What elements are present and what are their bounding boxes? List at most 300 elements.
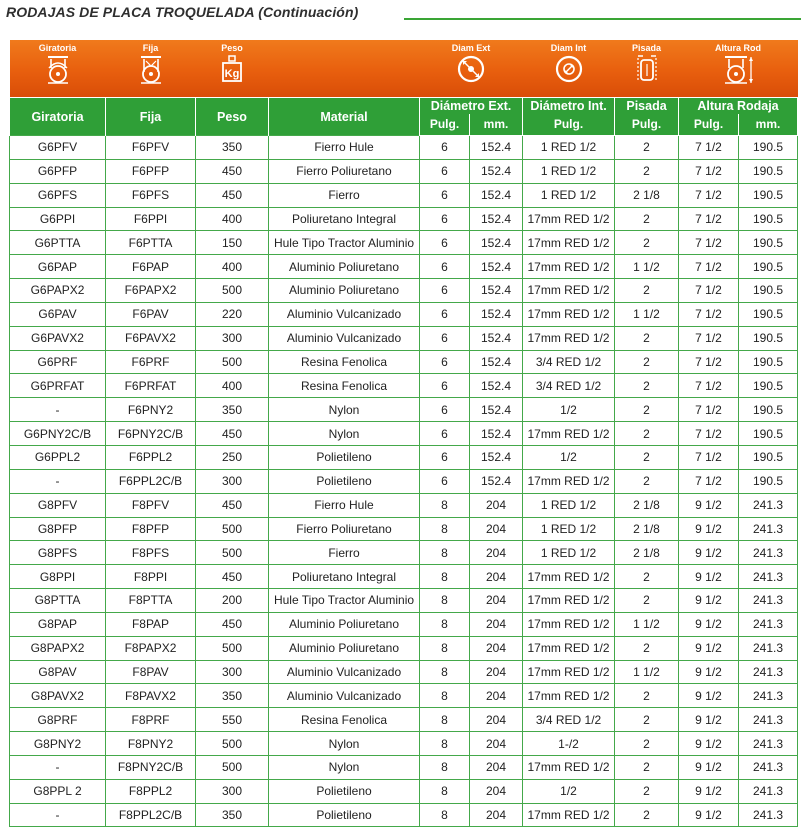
diam-int-cell: 17mm RED 1/2	[523, 565, 615, 589]
altura-pulg-cell: 7 1/2	[679, 374, 739, 398]
peso-cell: 220	[196, 302, 269, 326]
giratoria-cell: G6PAPX2	[10, 279, 106, 303]
diam-int-cell: 1/2	[523, 398, 615, 422]
diam-ext-pulg-cell: 8	[420, 612, 470, 636]
giratoria-cell: G8PFV	[10, 493, 106, 517]
altura-pulg-cell: 9 1/2	[679, 493, 739, 517]
altura-mm-cell: 241.3	[739, 755, 798, 779]
altura-pulg-cell: 7 1/2	[679, 136, 739, 160]
subheader-ext-pulg: Pulg.	[420, 114, 470, 136]
altura-mm-cell: 241.3	[739, 708, 798, 732]
altura-pulg-cell: 9 1/2	[679, 708, 739, 732]
altura-mm-cell: 241.3	[739, 589, 798, 613]
diam-int-cell: 17mm RED 1/2	[523, 803, 615, 827]
table-row	[10, 612, 798, 636]
rigid-caster-icon	[139, 54, 163, 84]
icon-cell-material	[269, 40, 420, 98]
diam-ext-pulg-cell: 8	[420, 493, 470, 517]
diam-ext-pulg-cell: 6	[420, 374, 470, 398]
fija-cell: F6PNY2C/B	[106, 422, 196, 446]
diam-int-cell: 17mm RED 1/2	[523, 684, 615, 708]
diam-ext-pulg-cell: 8	[420, 660, 470, 684]
subheader-ext-mm: mm.	[470, 114, 523, 136]
diam-ext-mm-cell: 152.4	[470, 279, 523, 303]
giratoria-cell: G6PNY2C/B	[10, 422, 106, 446]
diam-int-cell: 17mm RED 1/2	[523, 422, 615, 446]
peso-cell: 500	[196, 541, 269, 565]
giratoria-cell: G6PPI	[10, 207, 106, 231]
table-row	[10, 803, 798, 827]
table-row	[10, 684, 798, 708]
table-row	[10, 589, 798, 613]
fija-cell: F6PNY2	[106, 398, 196, 422]
diam-ext-pulg-cell: 8	[420, 708, 470, 732]
pisada-cell: 2 1/8	[615, 493, 679, 517]
diam-ext-pulg-cell: 6	[420, 183, 470, 207]
diam-int-cell: 3/4 RED 1/2	[523, 350, 615, 374]
diam-ext-mm-cell: 204	[470, 708, 523, 732]
pisada-cell: 2	[615, 159, 679, 183]
giratoria-cell: G8PAP	[10, 612, 106, 636]
icon-label-pisada: Pisada	[632, 43, 662, 53]
table-row	[10, 779, 798, 803]
peso-cell: 350	[196, 684, 269, 708]
altura-pulg-cell: 7 1/2	[679, 445, 739, 469]
table-row	[10, 517, 798, 541]
giratoria-cell: G6PAVX2	[10, 326, 106, 350]
icon-cell-pisada	[615, 40, 679, 98]
altura-mm-cell: 241.3	[739, 517, 798, 541]
pisada-cell: 2	[615, 374, 679, 398]
pisada-cell: 2	[615, 708, 679, 732]
diam-ext-mm-cell: 152.4	[470, 231, 523, 255]
header-fija: Fija	[106, 98, 196, 136]
altura-mm-cell: 241.3	[739, 565, 798, 589]
altura-pulg-cell: 9 1/2	[679, 755, 739, 779]
altura-pulg-cell: 9 1/2	[679, 684, 739, 708]
caster-height-icon	[721, 54, 755, 84]
table-row	[10, 469, 798, 493]
pisada-cell: 2	[615, 398, 679, 422]
diam-int-cell: 17mm RED 1/2	[523, 326, 615, 350]
header-giratoria: Giratoria	[10, 98, 106, 136]
diam-ext-mm-cell: 204	[470, 493, 523, 517]
giratoria-cell: -	[10, 803, 106, 827]
tread-width-icon	[635, 54, 659, 84]
altura-mm-cell: 190.5	[739, 183, 798, 207]
fija-cell: F8PFS	[106, 541, 196, 565]
diam-ext-mm-cell: 152.4	[470, 445, 523, 469]
altura-mm-cell: 241.3	[739, 541, 798, 565]
diam-ext-mm-cell: 152.4	[470, 398, 523, 422]
altura-mm-cell: 241.3	[739, 803, 798, 827]
material-cell: Resina Fenolica	[269, 350, 420, 374]
icon-cell-diam-int	[523, 40, 615, 98]
peso-cell: 350	[196, 136, 269, 160]
page-title: RODAJAS DE PLACA TROQUELADA (Continuación)	[6, 4, 359, 20]
giratoria-cell: G8PFP	[10, 517, 106, 541]
fija-cell: F6PRF	[106, 350, 196, 374]
diam-ext-pulg-cell: 8	[420, 541, 470, 565]
peso-cell: 500	[196, 732, 269, 756]
diam-ext-mm-cell: 204	[470, 660, 523, 684]
table-row	[10, 541, 798, 565]
icon-label-diam-ext: Diam Ext	[451, 43, 491, 53]
pisada-cell: 1 1/2	[615, 660, 679, 684]
peso-cell: 150	[196, 231, 269, 255]
diam-ext-pulg-cell: 6	[420, 279, 470, 303]
altura-pulg-cell: 7 1/2	[679, 469, 739, 493]
altura-mm-cell: 190.5	[739, 159, 798, 183]
icon-label-peso: Peso	[221, 43, 243, 53]
diam-int-cell: 17mm RED 1/2	[523, 612, 615, 636]
altura-pulg-cell: 7 1/2	[679, 326, 739, 350]
peso-cell: 450	[196, 493, 269, 517]
peso-cell: 500	[196, 517, 269, 541]
subheader-alt-mm: mm.	[739, 114, 798, 136]
material-cell: Aluminio Vulcanizado	[269, 684, 420, 708]
diam-int-cell: 1 RED 1/2	[523, 517, 615, 541]
material-cell: Nylon	[269, 755, 420, 779]
material-cell: Poliuretano Integral	[269, 565, 420, 589]
material-cell: Hule Tipo Tractor Aluminio	[269, 589, 420, 613]
altura-pulg-cell: 7 1/2	[679, 183, 739, 207]
diam-int-cell: 17mm RED 1/2	[523, 589, 615, 613]
altura-pulg-cell: 9 1/2	[679, 636, 739, 660]
diam-int-cell: 17mm RED 1/2	[523, 279, 615, 303]
fija-cell: F6PAV	[106, 302, 196, 326]
giratoria-cell: G6PAP	[10, 255, 106, 279]
diam-ext-mm-cell: 152.4	[470, 350, 523, 374]
pisada-cell: 2	[615, 636, 679, 660]
peso-cell: 300	[196, 469, 269, 493]
altura-mm-cell: 190.5	[739, 302, 798, 326]
peso-cell: 500	[196, 755, 269, 779]
pisada-cell: 2 1/8	[615, 541, 679, 565]
altura-mm-cell: 190.5	[739, 231, 798, 255]
altura-mm-cell: 190.5	[739, 279, 798, 303]
peso-cell: 300	[196, 326, 269, 350]
diam-ext-pulg-cell: 8	[420, 684, 470, 708]
inner-diameter-icon	[554, 54, 584, 84]
diam-int-cell: 17mm RED 1/2	[523, 255, 615, 279]
diam-int-cell: 17mm RED 1/2	[523, 207, 615, 231]
peso-cell: 500	[196, 350, 269, 374]
giratoria-cell: G6PRF	[10, 350, 106, 374]
fija-cell: F8PNY2	[106, 732, 196, 756]
diam-ext-pulg-cell: 6	[420, 422, 470, 446]
altura-mm-cell: 190.5	[739, 326, 798, 350]
title-underline	[404, 18, 801, 20]
pisada-cell: 1 1/2	[615, 255, 679, 279]
pisada-cell: 2 1/8	[615, 183, 679, 207]
table-row	[10, 326, 798, 350]
pisada-cell: 2	[615, 755, 679, 779]
material-cell: Fierro Poliuretano	[269, 517, 420, 541]
giratoria-cell: G6PPL2	[10, 445, 106, 469]
diam-ext-pulg-cell: 8	[420, 732, 470, 756]
pisada-cell: 2 1/8	[615, 517, 679, 541]
altura-pulg-cell: 7 1/2	[679, 159, 739, 183]
fija-cell: F6PAP	[106, 255, 196, 279]
pisada-cell: 2	[615, 779, 679, 803]
table-row	[10, 279, 798, 303]
diam-int-cell: 17mm RED 1/2	[523, 469, 615, 493]
diam-int-cell: 1/2	[523, 445, 615, 469]
diam-int-cell: 3/4 RED 1/2	[523, 708, 615, 732]
fija-cell: F8PAVX2	[106, 684, 196, 708]
header-material: Material	[269, 98, 420, 136]
diam-int-cell: 17mm RED 1/2	[523, 660, 615, 684]
table-row	[10, 136, 798, 160]
giratoria-cell: -	[10, 398, 106, 422]
table-row	[10, 231, 798, 255]
table-row	[10, 708, 798, 732]
diam-ext-mm-cell: 204	[470, 779, 523, 803]
weight-kg-glyph: Kg	[224, 68, 240, 80]
material-cell: Hule Tipo Tractor Aluminio	[269, 231, 420, 255]
diam-ext-mm-cell: 152.4	[470, 255, 523, 279]
icon-cell-fija	[106, 40, 196, 98]
icon-label-fija: Fija	[142, 43, 159, 53]
giratoria-cell: -	[10, 469, 106, 493]
swivel-caster-icon	[46, 54, 70, 84]
fija-cell: F6PFP	[106, 159, 196, 183]
table-row	[10, 493, 798, 517]
icon-cell-giratoria	[10, 40, 106, 98]
altura-mm-cell: 190.5	[739, 374, 798, 398]
subheader-int-pulg: Pulg.	[523, 114, 615, 136]
header-pisada: Pisada	[615, 98, 679, 114]
giratoria-cell: G6PFV	[10, 136, 106, 160]
giratoria-cell: G6PRFAT	[10, 374, 106, 398]
peso-cell: 350	[196, 398, 269, 422]
diam-ext-mm-cell: 204	[470, 517, 523, 541]
diam-ext-mm-cell: 152.4	[470, 159, 523, 183]
diam-ext-pulg-cell: 6	[420, 469, 470, 493]
diam-ext-pulg-cell: 8	[420, 803, 470, 827]
diam-ext-pulg-cell: 8	[420, 779, 470, 803]
diam-ext-mm-cell: 152.4	[470, 207, 523, 231]
giratoria-cell: G6PTTA	[10, 231, 106, 255]
fija-cell: F8PPL2	[106, 779, 196, 803]
diam-int-cell: 1-/2	[523, 732, 615, 756]
diam-ext-mm-cell: 204	[470, 684, 523, 708]
diam-int-cell: 1 RED 1/2	[523, 136, 615, 160]
altura-mm-cell: 241.3	[739, 612, 798, 636]
table-row	[10, 350, 798, 374]
giratoria-cell: G6PFS	[10, 183, 106, 207]
title-bar	[6, 4, 801, 22]
diam-ext-pulg-cell: 8	[420, 565, 470, 589]
fija-cell: F8PFP	[106, 517, 196, 541]
altura-pulg-cell: 7 1/2	[679, 279, 739, 303]
icon-cell-peso	[196, 40, 269, 98]
pisada-cell: 2	[615, 732, 679, 756]
diam-int-cell: 1 RED 1/2	[523, 493, 615, 517]
subheader-alt-pulg: Pulg.	[679, 114, 739, 136]
altura-pulg-cell: 9 1/2	[679, 779, 739, 803]
material-cell: Resina Fenolica	[269, 374, 420, 398]
altura-pulg-cell: 7 1/2	[679, 302, 739, 326]
peso-cell: 400	[196, 255, 269, 279]
giratoria-cell: G6PFP	[10, 159, 106, 183]
material-cell: Polietileno	[269, 803, 420, 827]
diam-ext-mm-cell: 204	[470, 636, 523, 660]
altura-pulg-cell: 9 1/2	[679, 589, 739, 613]
material-cell: Aluminio Poliuretano	[269, 612, 420, 636]
fija-cell: F8PTTA	[106, 589, 196, 613]
peso-cell: 450	[196, 159, 269, 183]
table-row	[10, 565, 798, 589]
fija-cell: F8PAPX2	[106, 636, 196, 660]
diam-ext-pulg-cell: 6	[420, 231, 470, 255]
peso-cell: 400	[196, 374, 269, 398]
diam-ext-mm-cell: 152.4	[470, 302, 523, 326]
fija-cell: F6PFV	[106, 136, 196, 160]
header-altura: Altura Rodaja	[679, 98, 798, 114]
diam-int-cell: 17mm RED 1/2	[523, 755, 615, 779]
outer-diameter-icon	[456, 54, 486, 84]
altura-mm-cell: 241.3	[739, 660, 798, 684]
diam-ext-mm-cell: 204	[470, 541, 523, 565]
diam-ext-mm-cell: 152.4	[470, 183, 523, 207]
diam-ext-pulg-cell: 8	[420, 517, 470, 541]
material-cell: Fierro Hule	[269, 136, 420, 160]
diam-ext-pulg-cell: 6	[420, 159, 470, 183]
fija-cell: F6PAPX2	[106, 279, 196, 303]
pisada-cell: 2	[615, 469, 679, 493]
icon-label-altura: Altura Rod	[715, 43, 762, 53]
giratoria-cell: G8PTTA	[10, 589, 106, 613]
subheader-pisada-pulg: Pulg.	[615, 114, 679, 136]
table-row	[10, 755, 798, 779]
pisada-cell: 2	[615, 231, 679, 255]
diam-ext-mm-cell: 204	[470, 732, 523, 756]
material-cell: Polietileno	[269, 445, 420, 469]
altura-pulg-cell: 7 1/2	[679, 207, 739, 231]
icon-band	[10, 40, 798, 98]
pisada-cell: 2	[615, 279, 679, 303]
pisada-cell: 2	[615, 803, 679, 827]
table-row	[10, 636, 798, 660]
pisada-cell: 2	[615, 326, 679, 350]
peso-cell: 500	[196, 636, 269, 660]
diam-ext-pulg-cell: 6	[420, 350, 470, 374]
peso-cell: 500	[196, 279, 269, 303]
altura-mm-cell: 190.5	[739, 255, 798, 279]
material-cell: Poliuretano Integral	[269, 207, 420, 231]
altura-pulg-cell: 9 1/2	[679, 517, 739, 541]
altura-mm-cell: 241.3	[739, 779, 798, 803]
fija-cell: F8PAP	[106, 612, 196, 636]
altura-mm-cell: 190.5	[739, 136, 798, 160]
diam-ext-mm-cell: 152.4	[470, 422, 523, 446]
pisada-cell: 2	[615, 565, 679, 589]
table-row	[10, 422, 798, 446]
pisada-cell: 1 1/2	[615, 612, 679, 636]
weight-kg-icon	[221, 54, 243, 84]
diam-int-cell: 17mm RED 1/2	[523, 302, 615, 326]
diam-ext-mm-cell: 204	[470, 803, 523, 827]
diam-int-cell: 1/2	[523, 779, 615, 803]
product-table	[9, 40, 798, 827]
diam-ext-pulg-cell: 8	[420, 755, 470, 779]
diam-ext-pulg-cell: 6	[420, 326, 470, 350]
header-row	[10, 98, 798, 114]
peso-cell: 200	[196, 589, 269, 613]
material-cell: Nylon	[269, 398, 420, 422]
giratoria-cell: G8PFS	[10, 541, 106, 565]
giratoria-cell: G8PAVX2	[10, 684, 106, 708]
material-cell: Polietileno	[269, 469, 420, 493]
diam-ext-mm-cell: 204	[470, 589, 523, 613]
pisada-cell: 2	[615, 136, 679, 160]
diam-ext-pulg-cell: 6	[420, 398, 470, 422]
altura-mm-cell: 190.5	[739, 207, 798, 231]
material-cell: Resina Fenolica	[269, 708, 420, 732]
material-cell: Aluminio Poliuretano	[269, 636, 420, 660]
table-row	[10, 398, 798, 422]
giratoria-cell: G8PPL 2	[10, 779, 106, 803]
table-row	[10, 660, 798, 684]
material-cell: Fierro Poliuretano	[269, 159, 420, 183]
material-cell: Polietileno	[269, 779, 420, 803]
header-diam-ext: Diámetro Ext.	[420, 98, 523, 114]
altura-pulg-cell: 7 1/2	[679, 255, 739, 279]
table-row	[10, 374, 798, 398]
diam-int-cell: 1 RED 1/2	[523, 183, 615, 207]
giratoria-cell: G8PAV	[10, 660, 106, 684]
table-row	[10, 732, 798, 756]
altura-pulg-cell: 9 1/2	[679, 732, 739, 756]
altura-mm-cell: 241.3	[739, 493, 798, 517]
diam-int-cell: 1 RED 1/2	[523, 159, 615, 183]
peso-cell: 550	[196, 708, 269, 732]
icon-label-diam-int: Diam Int	[550, 43, 587, 53]
icon-cell-diam-ext	[420, 40, 523, 98]
fija-cell: F6PPL2	[106, 445, 196, 469]
altura-mm-cell: 190.5	[739, 445, 798, 469]
altura-pulg-cell: 7 1/2	[679, 350, 739, 374]
diam-ext-mm-cell: 152.4	[470, 136, 523, 160]
icon-cell-altura	[679, 40, 798, 98]
diam-ext-pulg-cell: 8	[420, 636, 470, 660]
peso-cell: 250	[196, 445, 269, 469]
pisada-cell: 2	[615, 684, 679, 708]
altura-pulg-cell: 9 1/2	[679, 565, 739, 589]
fija-cell: F8PRF	[106, 708, 196, 732]
diam-ext-pulg-cell: 6	[420, 207, 470, 231]
diam-int-cell: 1 RED 1/2	[523, 541, 615, 565]
pisada-cell: 2	[615, 207, 679, 231]
altura-pulg-cell: 9 1/2	[679, 803, 739, 827]
table-row	[10, 302, 798, 326]
diam-ext-mm-cell: 152.4	[470, 374, 523, 398]
altura-pulg-cell: 7 1/2	[679, 398, 739, 422]
peso-cell: 300	[196, 660, 269, 684]
material-cell: Fierro Hule	[269, 493, 420, 517]
pisada-cell: 2	[615, 445, 679, 469]
diam-ext-pulg-cell: 6	[420, 255, 470, 279]
table-row	[10, 255, 798, 279]
peso-cell: 450	[196, 183, 269, 207]
fija-cell: F8PPI	[106, 565, 196, 589]
diam-ext-mm-cell: 204	[470, 565, 523, 589]
diam-int-cell: 17mm RED 1/2	[523, 231, 615, 255]
header-diam-int: Diámetro Int.	[523, 98, 615, 114]
diam-ext-mm-cell: 204	[470, 755, 523, 779]
